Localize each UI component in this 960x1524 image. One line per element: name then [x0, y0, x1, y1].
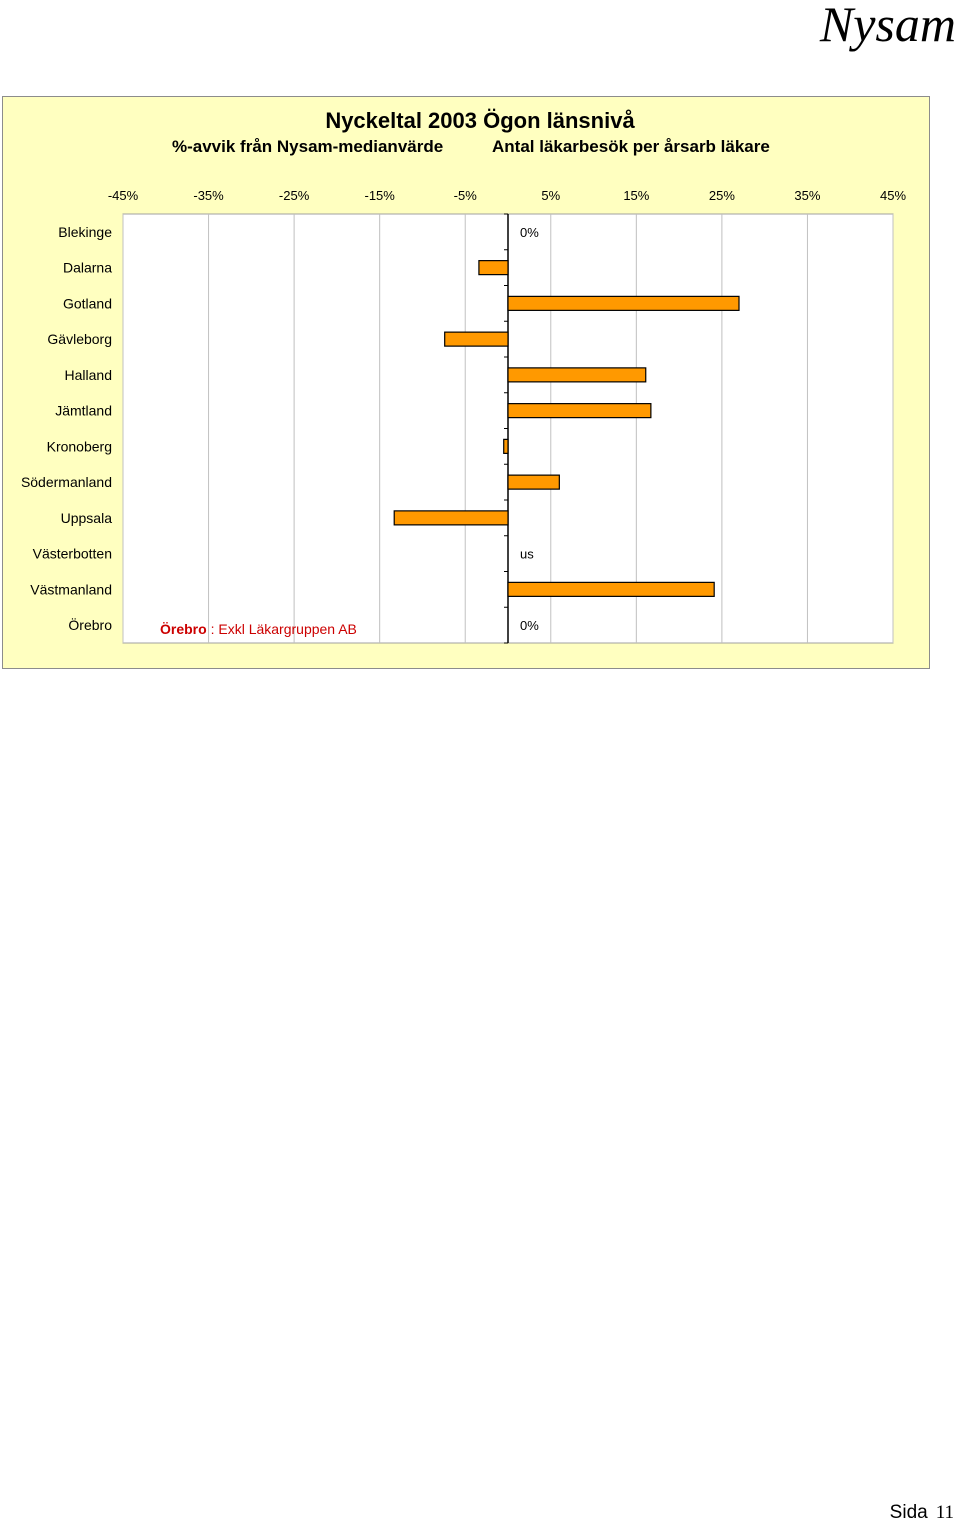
- chart-subtitle-right: Antal läkarbesök per årsarb läkare: [492, 137, 770, 156]
- chart-title: Nyckeltal 2003 Ögon länsnivå: [325, 108, 635, 133]
- x-tick-label-9: 45%: [879, 188, 907, 203]
- x-tick-label-8: 35%: [794, 188, 821, 203]
- x-tick-label-0: -45%: [107, 188, 139, 203]
- page-number: 11: [935, 1502, 954, 1523]
- bar-chart: [0, 0, 960, 700]
- data-label-9: us: [520, 546, 534, 562]
- bar-7: [508, 475, 559, 489]
- category-label-3: Gävleborg: [47, 331, 112, 348]
- x-tick-label-4: -5%: [453, 188, 477, 203]
- category-label-6: Kronoberg: [46, 438, 112, 455]
- x-tick-label-3: -15%: [364, 188, 395, 203]
- x-tick-label-1: -35%: [193, 188, 224, 203]
- data-label-0: 0%: [520, 224, 539, 240]
- bar-5: [508, 404, 651, 418]
- category-label-11: Örebro: [68, 617, 112, 634]
- chart-subtitle-left: %-avvik från Nysam-medianvärde: [172, 137, 444, 156]
- bar-1: [479, 261, 508, 275]
- category-label-10: Västmanland: [30, 581, 112, 598]
- chart-note-bold: Örebro: [160, 621, 207, 637]
- bar-3: [445, 332, 508, 346]
- category-label-4: Halland: [64, 366, 112, 383]
- page-footer: [890, 1502, 954, 1524]
- category-label-5: Jämtland: [55, 402, 112, 419]
- data-label-11: 0%: [520, 618, 539, 634]
- x-tick-label-5: 5%: [541, 188, 561, 203]
- bar-4: [508, 368, 646, 382]
- bar-8: [394, 511, 508, 525]
- chart-note-text: : Exkl Läkargruppen AB: [206, 621, 357, 637]
- category-label-2: Gotland: [62, 295, 112, 312]
- category-label-8: Uppsala: [60, 509, 112, 526]
- x-tick-label-2: -25%: [278, 188, 310, 203]
- category-label-1: Dalarna: [62, 259, 112, 276]
- x-tick-label-7: 25%: [708, 188, 735, 203]
- bar-6: [504, 439, 508, 453]
- category-label-0: Blekinge: [58, 223, 112, 240]
- brand-logo: Nysam: [819, 0, 956, 52]
- category-label-9: Västerbotten: [32, 545, 112, 562]
- bar-2: [508, 296, 739, 310]
- category-label-7: Södermanland: [20, 474, 112, 491]
- chart-note: [160, 621, 357, 637]
- x-tick-label-6: 15%: [623, 188, 650, 203]
- page-label: Sida: [889, 1502, 928, 1523]
- bar-10: [508, 582, 714, 596]
